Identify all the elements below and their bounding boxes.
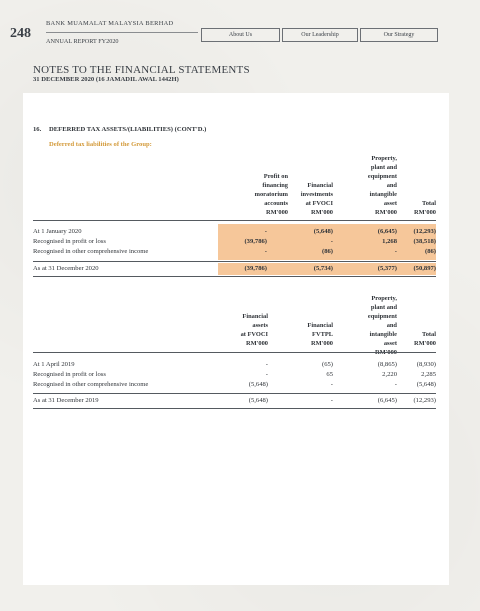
column-header: Financial investments at FVOCI RM'000 (300, 182, 333, 216)
table-cell: (50,897) (413, 265, 436, 272)
table-cell: (6,645) (377, 397, 397, 404)
column-header: Property, plant and equipment and intangible asset RM'000 (367, 155, 397, 216)
table-cell: (86) (425, 248, 436, 255)
table-cell: - (330, 381, 333, 388)
table-cell: - (330, 238, 333, 245)
table-rule (33, 220, 436, 221)
table-cell: - (264, 228, 267, 235)
table-rule (33, 261, 436, 262)
table-cell: (12,293) (413, 397, 436, 404)
table-cell: 65 (326, 371, 333, 378)
page-subtitle: 31 DECEMBER 2020 (16 JAMADIL AWAL 1442H) (33, 76, 179, 83)
table-caption: Deferred tax liabilities of the Group: (49, 141, 152, 148)
table-cell: (5,648) (416, 381, 436, 388)
bank-name: BANK MUAMALAT MALAYSIA BERHAD (46, 20, 174, 27)
page-title: NOTES TO THE FINANCIAL STATEMENTS (33, 64, 250, 76)
table-cell: (5,734) (313, 265, 333, 272)
table-cell: - (265, 361, 268, 368)
table-rule (33, 276, 436, 277)
table-cell: (38,518) (413, 238, 436, 245)
table-cell: (39,786) (244, 238, 267, 245)
table-cell: (5,377) (377, 265, 397, 272)
header-divider (46, 32, 198, 33)
page-number: 248 (10, 26, 31, 41)
column-header: Property, plant and equipment and intangible asset RM'000 (367, 295, 397, 356)
row-label: At 1 January 2020 (33, 228, 82, 235)
column-header: Profit on financing moratorium accounts RM'000 (254, 173, 288, 216)
table-cell: - (264, 248, 267, 255)
column-header: Total RM'000 (413, 331, 436, 347)
row-label: As at 31 December 2020 (33, 265, 99, 272)
nav-our-leadership-button[interactable]: Our Leadership (282, 28, 358, 42)
report-name: ANNUAL REPORT FY2020 (46, 38, 119, 45)
table-cell: (12,293) (413, 228, 436, 235)
table-cell: (5,648) (248, 397, 268, 404)
table-cell: 1,268 (382, 238, 397, 245)
table-cell: - (330, 397, 333, 404)
table-cell: - (394, 381, 397, 388)
nav-our-strategy-button[interactable]: Our Strategy (360, 28, 438, 42)
row-label: Recognised in other comprehensive income (33, 248, 149, 255)
nav-about-us-button[interactable]: About Us (201, 28, 280, 42)
table-cell: (65) (322, 361, 333, 368)
column-header: Financial assets at FVOCI RM'000 (240, 313, 268, 347)
row-label: Recognised in profit or loss (33, 238, 106, 245)
row-label: Recognised in profit or loss (33, 371, 106, 378)
table-cell: 2,285 (421, 371, 436, 378)
table-cell: 2,220 (382, 371, 397, 378)
row-label: As at 31 December 2019 (33, 397, 99, 404)
table-cell: (8,930) (416, 361, 436, 368)
table-rule (33, 408, 436, 409)
row-label: Recognised in other comprehensive income (33, 381, 149, 388)
table-cell: - (394, 248, 397, 255)
table-cell: (5,648) (248, 381, 268, 388)
content-panel (23, 93, 449, 585)
table-rule (33, 352, 436, 353)
section-title: DEFERRED TAX ASSETS/(LIABILITIES) (CONT'D.) (49, 126, 207, 133)
table-cell: (39,786) (244, 265, 267, 272)
column-header: Financial FVTPL RM'000 (307, 322, 333, 347)
table-cell: (6,645) (377, 228, 397, 235)
table-cell: (86) (322, 248, 333, 255)
table-rule (33, 393, 436, 394)
section-number: 16. (33, 126, 42, 133)
table-cell: (5,648) (313, 228, 333, 235)
column-header: Total RM'000 (413, 200, 436, 216)
table-cell: - (265, 371, 268, 378)
table-cell: (8,865) (377, 361, 397, 368)
row-label: At 1 April 2019 (33, 361, 75, 368)
